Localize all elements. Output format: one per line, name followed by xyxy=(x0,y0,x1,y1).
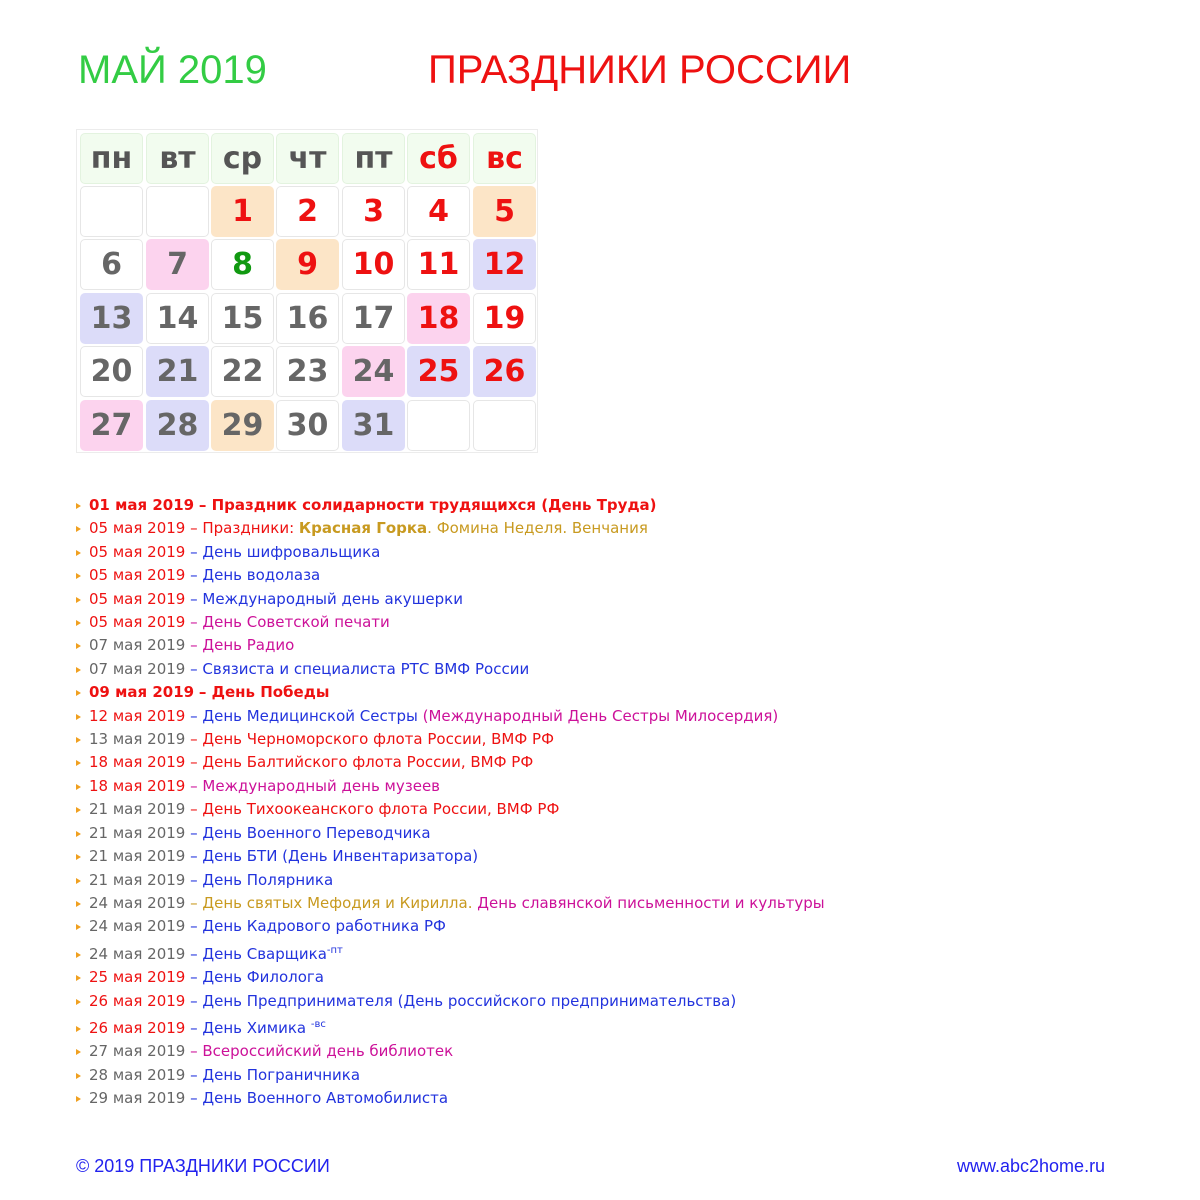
calendar-day: 15 xyxy=(211,293,274,344)
bullet-arrow-icon xyxy=(76,831,81,837)
holiday-date: 24 мая 2019 xyxy=(89,944,186,963)
calendar-day: 26 xyxy=(473,346,536,397)
holiday-item xyxy=(76,494,836,517)
holiday-item xyxy=(76,1017,836,1040)
bullet-arrow-icon xyxy=(76,924,81,930)
holiday-item xyxy=(76,845,836,868)
footer-site-link[interactable]: www.abc2home.ru xyxy=(957,1156,1106,1176)
holiday-date: 21 мая 2019 xyxy=(89,870,186,889)
holiday-date: 24 мая 2019 xyxy=(89,917,186,936)
bullet-arrow-icon xyxy=(76,952,81,958)
holiday-date: 24 мая 2019 xyxy=(89,893,186,912)
holiday-name: День славянской письменности и культуры xyxy=(477,893,825,912)
holiday-date: 07 мая 2019 xyxy=(89,659,186,678)
holiday-name: – День святых Мефодия и Кирилла. xyxy=(190,893,478,912)
bullet-arrow-icon xyxy=(76,854,81,860)
holiday-item xyxy=(76,822,836,845)
holiday-date: 05 мая 2019 xyxy=(89,566,186,585)
holiday-item xyxy=(76,943,836,966)
bullet-arrow-icon xyxy=(76,597,81,603)
bullet-arrow-icon xyxy=(76,784,81,790)
holiday-name: – День Полярника xyxy=(190,870,334,889)
holiday-date: 26 мая 2019 xyxy=(89,1018,186,1037)
weekday-header: ср xyxy=(211,133,274,184)
holiday-item xyxy=(76,658,836,681)
bullet-arrow-icon xyxy=(76,975,81,981)
bullet-arrow-icon xyxy=(76,878,81,884)
calendar-grid xyxy=(76,129,538,453)
page-title: ПРАЗДНИКИ РОССИИ xyxy=(428,48,852,92)
bullet-arrow-icon xyxy=(76,573,81,579)
holiday-item xyxy=(76,775,836,798)
holiday-name: – День Кадрового работника РФ xyxy=(190,917,446,936)
holiday-date: 12 мая 2019 xyxy=(89,706,186,725)
holiday-name: – День Балтийского флота России, ВМФ РФ xyxy=(190,753,534,772)
bullet-arrow-icon xyxy=(76,999,81,1005)
bullet-arrow-icon xyxy=(76,901,81,907)
calendar-day: 27 xyxy=(80,400,143,451)
holiday-name: – День БТИ (День Инвентаризатора) xyxy=(190,847,479,866)
holiday-date: 05 мая 2019 xyxy=(89,542,186,561)
holiday-name: – Всероссийский день библиотек xyxy=(190,1042,454,1061)
holiday-item xyxy=(76,966,836,989)
bullet-arrow-icon xyxy=(76,1049,81,1055)
calendar-empty-cell xyxy=(146,186,209,237)
calendar-day: 23 xyxy=(276,346,339,397)
holiday-name: – Праздники: xyxy=(190,519,299,538)
holiday-item xyxy=(76,892,836,915)
holiday-item xyxy=(76,705,836,728)
bullet-arrow-icon xyxy=(76,643,81,649)
bullet-arrow-icon xyxy=(76,714,81,720)
holiday-item xyxy=(76,1087,836,1110)
holiday-date: 01 мая 2019 xyxy=(89,496,195,514)
holiday-item xyxy=(76,751,836,774)
weekday-header: сб xyxy=(407,133,470,184)
holiday-name: – День Радио xyxy=(190,636,295,655)
bullet-arrow-icon xyxy=(76,737,81,743)
holiday-name: – День Пограничника xyxy=(190,1065,361,1084)
calendar-day: 19 xyxy=(473,293,536,344)
holiday-name: – День водолаза xyxy=(190,566,321,585)
weekday-note: -пт xyxy=(326,944,343,956)
holiday-date: 13 мая 2019 xyxy=(89,730,186,749)
bullet-arrow-icon xyxy=(76,667,81,673)
holiday-item xyxy=(76,728,836,751)
holiday-name: – День Военного Переводчика xyxy=(190,823,431,842)
calendar-day: 11 xyxy=(407,239,470,290)
bullet-arrow-icon xyxy=(76,1073,81,1079)
holiday-name: – Международный день акушерки xyxy=(190,589,463,608)
calendar-day: 16 xyxy=(276,293,339,344)
calendar-day: 12 xyxy=(473,239,536,290)
bullet-arrow-icon xyxy=(76,503,81,509)
calendar-day: 22 xyxy=(211,346,274,397)
calendar-day: 6 xyxy=(80,239,143,290)
holiday-name: – День Черноморского флота России, ВМФ РФ xyxy=(190,730,554,749)
holiday-item xyxy=(76,564,836,587)
weekday-header: вт xyxy=(146,133,209,184)
bullet-arrow-icon xyxy=(76,550,81,556)
calendar-day: 17 xyxy=(342,293,405,344)
month-title: МАЙ 2019 xyxy=(78,48,267,92)
holiday-item xyxy=(76,1064,836,1087)
calendar-day: 4 xyxy=(407,186,470,237)
holiday-date: 09 мая 2019 xyxy=(89,683,195,702)
calendar-day: 29 xyxy=(211,400,274,451)
weekday-header: вс xyxy=(473,133,536,184)
holiday-date: 21 мая 2019 xyxy=(89,823,186,842)
holiday-list xyxy=(76,494,836,1111)
bullet-arrow-icon xyxy=(76,807,81,813)
holiday-name: – День Сварщика xyxy=(190,944,327,963)
holiday-name: – День Победы xyxy=(198,683,330,702)
holiday-name: – День Предпринимателя (День российского предпринимательства) xyxy=(190,991,737,1010)
holiday-date: 07 мая 2019 xyxy=(89,636,186,655)
calendar-day: 7 xyxy=(146,239,209,290)
calendar-empty-cell xyxy=(407,400,470,451)
calendar-day: 28 xyxy=(146,400,209,451)
weekday-header: пт xyxy=(342,133,405,184)
calendar-day: 8 xyxy=(211,239,274,290)
holiday-item xyxy=(76,541,836,564)
weekday-header: чт xyxy=(276,133,339,184)
calendar-day: 21 xyxy=(146,346,209,397)
calendar-day: 2 xyxy=(276,186,339,237)
calendar-day: 25 xyxy=(407,346,470,397)
holiday-name: – Связиста и специалиста РТС ВМФ России xyxy=(190,659,530,678)
weekday-header: пн xyxy=(80,133,143,184)
holiday-date: 21 мая 2019 xyxy=(89,847,186,866)
calendar-day: 14 xyxy=(146,293,209,344)
holiday-date: 27 мая 2019 xyxy=(89,1042,186,1061)
calendar-day: 1 xyxy=(211,186,274,237)
calendar-day: 5 xyxy=(473,186,536,237)
calendar-day: 10 xyxy=(342,239,405,290)
calendar-day: 13 xyxy=(80,293,143,344)
holiday-name: (Международный День Сестры Милосердия) xyxy=(422,706,779,725)
holiday-name: Красная Горка xyxy=(298,519,428,538)
calendar-day: 18 xyxy=(407,293,470,344)
calendar-day: 24 xyxy=(342,346,405,397)
holiday-item xyxy=(76,681,836,704)
holiday-name: – День Военного Автомобилиста xyxy=(190,1089,449,1108)
holiday-date: 21 мая 2019 xyxy=(89,800,186,819)
holiday-name: – Международный день музеев xyxy=(190,776,441,795)
holiday-date: 29 мая 2019 xyxy=(89,1089,186,1108)
holiday-item xyxy=(76,588,836,611)
holiday-item xyxy=(76,798,836,821)
holiday-date: 26 мая 2019 xyxy=(89,991,186,1010)
holiday-name: – День Советской печати xyxy=(190,613,390,632)
holiday-name: – День Тихоокеанского флота России, ВМФ РФ xyxy=(190,800,560,819)
holiday-date: 25 мая 2019 xyxy=(89,968,186,987)
bullet-arrow-icon xyxy=(76,1026,81,1032)
bullet-arrow-icon xyxy=(76,526,81,532)
weekday-note: -вс xyxy=(310,1018,326,1030)
calendar-day: 30 xyxy=(276,400,339,451)
holiday-date: 18 мая 2019 xyxy=(89,776,186,795)
bullet-arrow-icon xyxy=(76,760,81,766)
holiday-item xyxy=(76,990,836,1013)
calendar-day: 31 xyxy=(342,400,405,451)
holiday-date: 28 мая 2019 xyxy=(89,1065,186,1084)
holiday-item xyxy=(76,611,836,634)
holiday-name: . Фомина Неделя. Венчания xyxy=(427,519,648,538)
holiday-item xyxy=(76,1040,836,1063)
holiday-date: 05 мая 2019 xyxy=(89,589,186,608)
calendar-day: 9 xyxy=(276,239,339,290)
bullet-arrow-icon xyxy=(76,1096,81,1102)
bullet-arrow-icon xyxy=(76,690,81,696)
holiday-date: 05 мая 2019 xyxy=(89,519,186,538)
calendar-day: 20 xyxy=(80,346,143,397)
holiday-item xyxy=(76,869,836,892)
holiday-name: – День Медицинской Сестры xyxy=(190,706,423,725)
holiday-name: – День Химика xyxy=(190,1018,311,1037)
holiday-date: 18 мая 2019 xyxy=(89,753,186,772)
holiday-name: – День шифровальщика xyxy=(190,542,381,561)
calendar-day: 3 xyxy=(342,186,405,237)
holiday-item xyxy=(76,634,836,657)
holiday-name: – Праздник солидарности трудящихся (День Труда) xyxy=(198,496,657,514)
holiday-item xyxy=(76,517,836,540)
holiday-date: 05 мая 2019 xyxy=(89,613,186,632)
holiday-name: – День Филолога xyxy=(190,968,325,987)
calendar-empty-cell xyxy=(80,186,143,237)
bullet-arrow-icon xyxy=(76,620,81,626)
calendar-empty-cell xyxy=(473,400,536,451)
footer-copyright: © 2019 ПРАЗДНИКИ РОССИИ xyxy=(76,1156,330,1176)
holiday-item xyxy=(76,915,836,938)
